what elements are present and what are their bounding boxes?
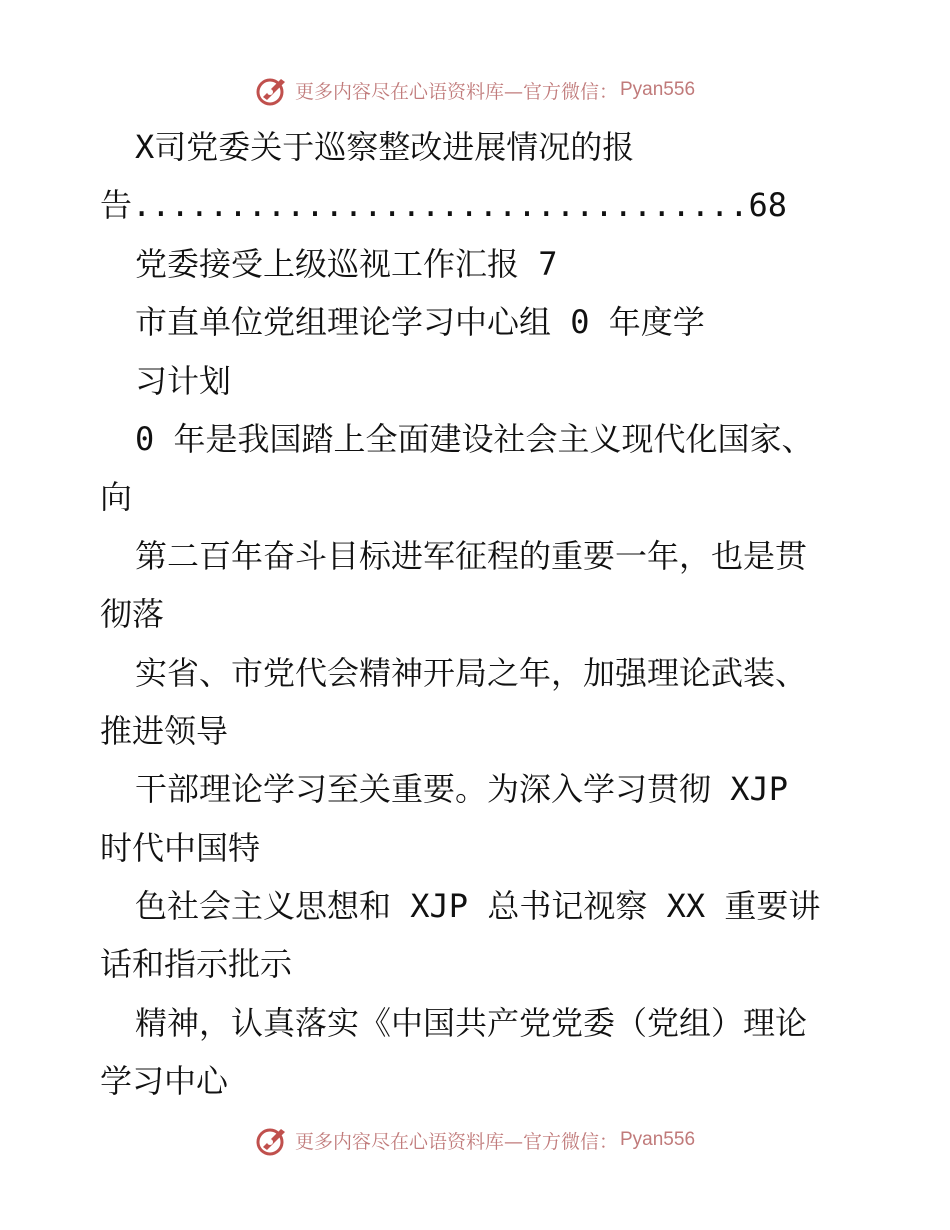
text-line: 市直单位党组理论学习中心组 0 年度学: [135, 303, 705, 342]
text-line: 实省、市党代会精神开局之年，加强理论武装、: [135, 653, 808, 692]
text-line: 推进领导: [100, 711, 229, 750]
text-line: X司党委关于巡察整改进展情况的报: [135, 128, 635, 166]
text-line: 时代中国特: [100, 828, 261, 867]
pen-logo-icon: [255, 1123, 289, 1157]
banner-text: 更多内容尽在心语资料库—官方微信：: [294, 80, 618, 103]
banner-wechat-id: Pyan556: [620, 79, 696, 100]
text-line: 话和指示批示: [100, 945, 293, 984]
header-banner: [0, 70, 950, 110]
document-body: [100, 118, 900, 1111]
text-line: 色社会主义思想和 XJP 总书记视察 XX 重要讲: [135, 887, 821, 926]
text-line: 干部理论学习至关重要。为深入学习贯彻 XJP: [135, 770, 789, 809]
text-line: 0 年是我国踏上全面建设社会主义现代化国家、: [135, 419, 814, 458]
text-line: 告................................68: [100, 186, 788, 225]
banner-text: 更多内容尽在心语资料库—官方微信：: [294, 1130, 618, 1153]
text-line: 彻落: [100, 595, 165, 634]
text-line: 精神，认真落实《中国共产党党委（党组）理论: [135, 1003, 808, 1042]
footer-banner: [0, 1120, 950, 1160]
pen-logo-icon: [255, 73, 289, 107]
text-line: 习计划: [135, 361, 232, 400]
text-line: 学习中心: [100, 1062, 229, 1101]
text-line: 向: [100, 478, 133, 517]
banner-wechat-id: Pyan556: [620, 1129, 696, 1150]
text-line: 党委接受上级巡视工作汇报 7: [135, 244, 558, 283]
text-line: 第二百年奋斗目标进军征程的重要一年，也是贯: [135, 536, 808, 575]
